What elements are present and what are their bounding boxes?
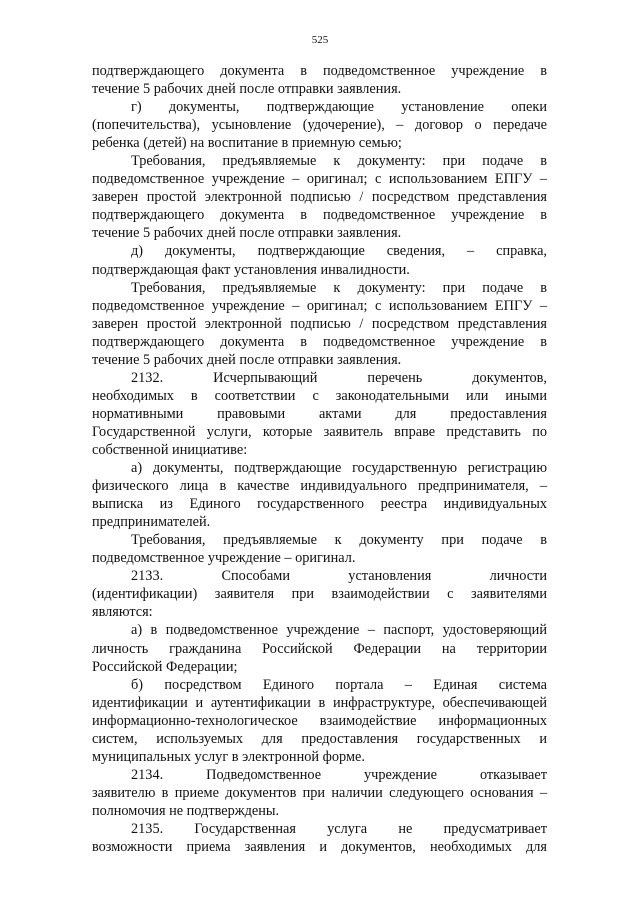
text-line: б) посредством Единого портала – Единая система xyxy=(131,676,547,693)
text-line: информационно-технологическое взаимодействие информационных xyxy=(92,712,547,729)
text-line: 2132. Исчерпывающий перечень документов, xyxy=(131,369,547,386)
text-line: течение 5 рабочих дней после отправки заявления. xyxy=(92,225,402,242)
text-line: заявителю в приеме документов при наличии следующего основания – xyxy=(92,784,547,801)
text-line: 2135. Государственная услуга не предусматривает xyxy=(131,820,547,837)
page-number: 525 xyxy=(311,34,329,46)
text-line: необходимых в соответствии с законодательными или иными xyxy=(92,387,547,404)
text-line: личность гражданина Российской Федерации на территории xyxy=(92,640,547,657)
text-line: заверен простой электронной подписью / посредством представления xyxy=(92,315,547,332)
text-line: течение 5 рабочих дней после отправки заявления. xyxy=(92,351,402,368)
text-line: Требования, предъявляемые к документу: при подаче в xyxy=(131,153,547,170)
text-line: подтверждающего документа в подведомственное учреждение в xyxy=(92,63,547,79)
text-line: ребенка (детей) на воспитание в приемную семью; xyxy=(92,135,402,152)
text-line: Российской Федерации; xyxy=(92,658,238,675)
text-line: д) документы, подтверждающие сведения, – справка, xyxy=(131,243,547,260)
text-line: Требования, предъявляемые к документу при подаче в xyxy=(131,532,547,549)
text-line: выписка из Единого государственного реестра индивидуальных xyxy=(92,496,547,513)
text-line: заверен простой электронной подписью / посредством представления xyxy=(92,189,547,206)
text-line: систем, используемых для предоставления государственных и xyxy=(92,730,547,747)
text-line: Государственной услуги, которые заявитель вправе представить по xyxy=(92,423,547,440)
text-line: нормативными правовыми актами для предоставления xyxy=(92,405,547,422)
text-line: муниципальных услуг в электронной форме. xyxy=(92,748,365,765)
text-line: подтверждающего документа в подведомственное учреждение в xyxy=(92,333,547,350)
text-line: подтверждающего документа в подведомственное учреждение в xyxy=(92,207,547,224)
text-line: а) документы, подтверждающие государственную регистрацию xyxy=(131,460,547,477)
text-line: полномочия не подтверждены. xyxy=(92,802,280,819)
text-line: подтверждающая факт установления инвалидности. xyxy=(92,261,410,278)
text-line: 2134. Подведомственное учреждение отказывает xyxy=(131,766,547,783)
text-line: Требования, предъявляемые к документу: при подаче в xyxy=(131,279,547,296)
document-body xyxy=(92,62,547,856)
text-line: предпринимателей. xyxy=(92,514,211,531)
text-line: г) документы, подтверждающие установление опеки xyxy=(131,99,547,116)
text-line: 2133. Способами установления личности xyxy=(131,568,547,585)
text-line: идентификации и аутентификации в инфраструктуре, обеспечивающей xyxy=(92,694,547,711)
text-line: (идентификации) заявителя при взаимодействии с заявителями xyxy=(92,586,547,603)
text-line: подведомственное учреждение – оригинал. xyxy=(92,550,356,567)
text-line: подведомственное учреждение – оригинал; с использованием ЕПГУ – xyxy=(92,171,547,188)
text-line: являются: xyxy=(92,604,153,621)
text-line: собственной инициативе: xyxy=(92,441,248,458)
text-line: возможности приема заявления и документов, необходимых для xyxy=(92,839,547,856)
text-line: течение 5 рабочих дней после отправки заявления. xyxy=(92,81,402,98)
text-line: а) в подведомственное учреждение – паспорт, удостоверяющий xyxy=(131,622,547,639)
text-line: (попечительства), усыновление (удочерение), – договор о передаче xyxy=(92,117,547,134)
text-line: подведомственное учреждение – оригинал; с использованием ЕПГУ – xyxy=(92,297,547,314)
text-line: физического лица в качестве индивидуального предпринимателя, – xyxy=(92,478,547,495)
